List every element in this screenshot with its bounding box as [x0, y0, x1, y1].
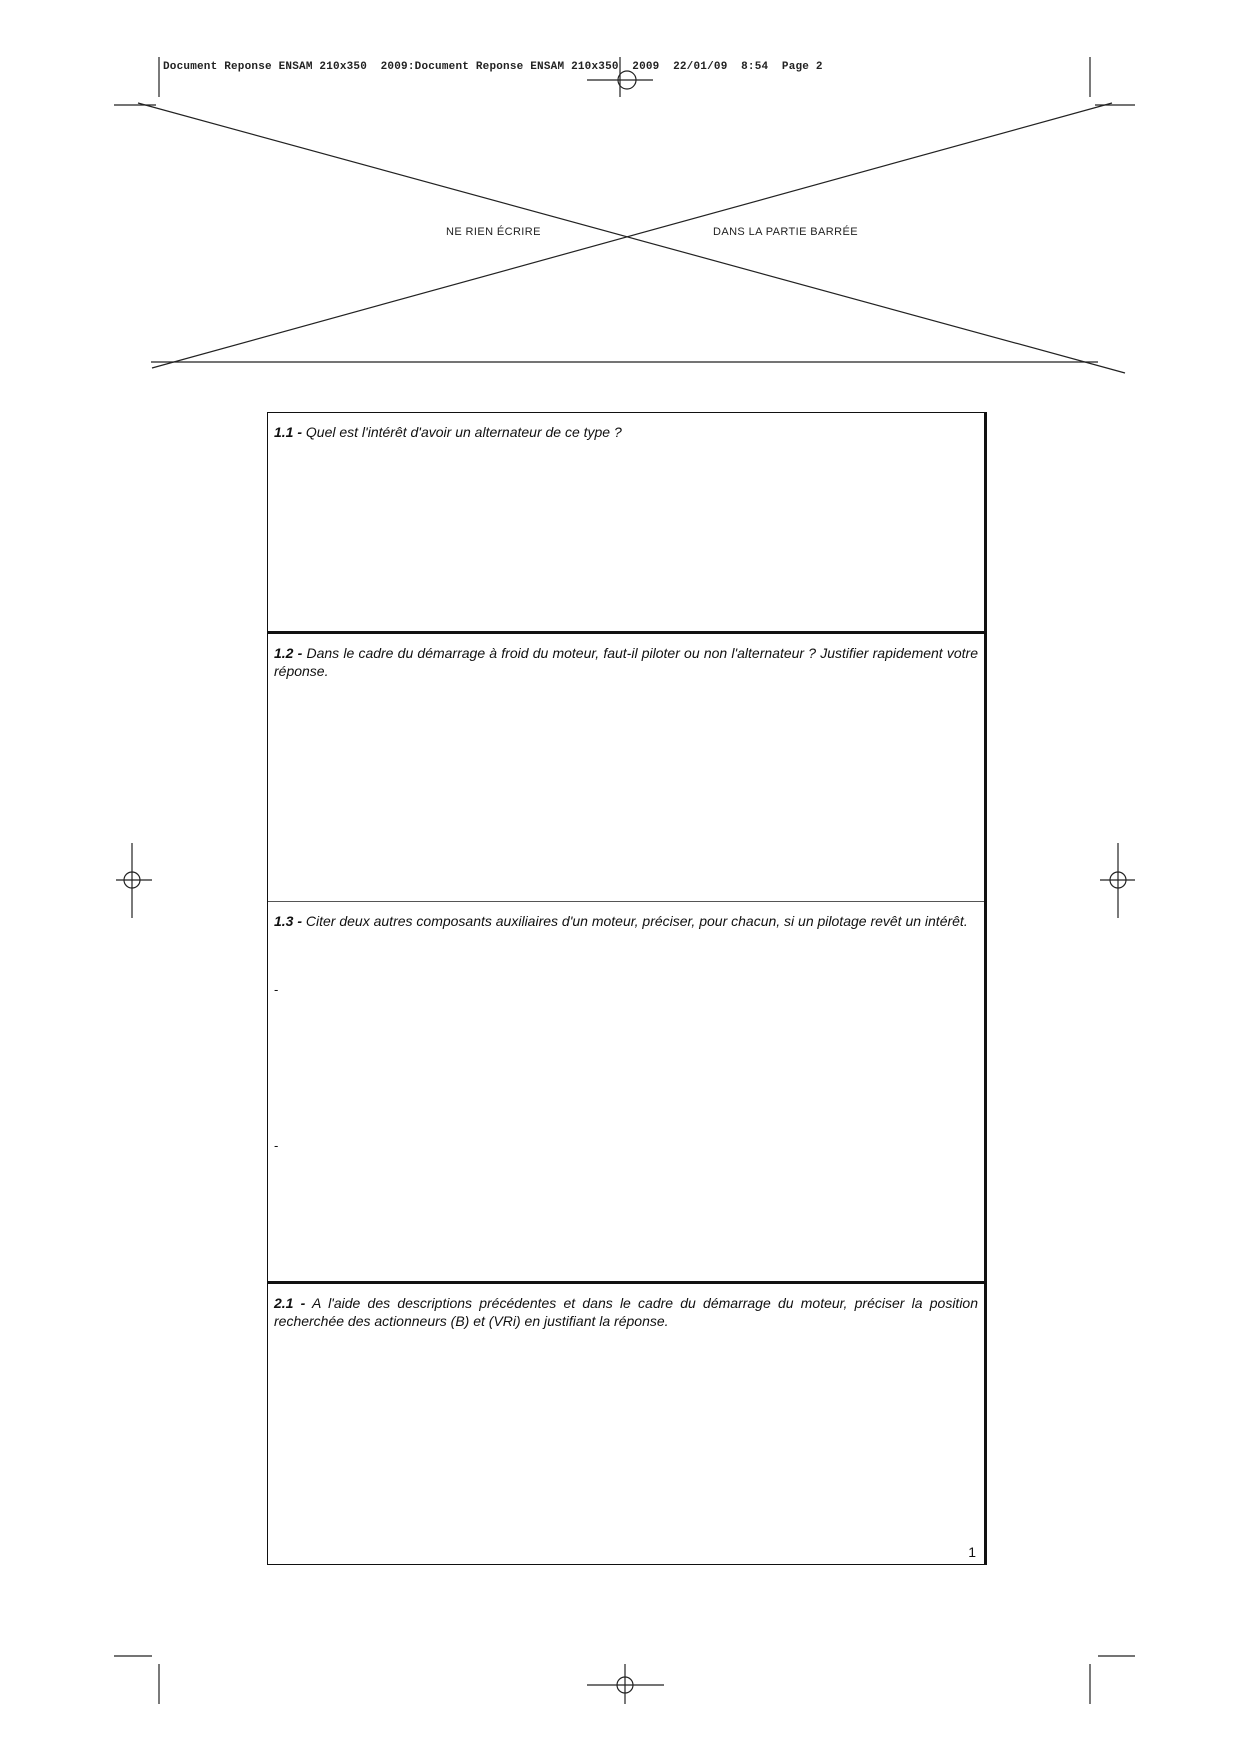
- question-2-1[interactable]: [268, 1281, 984, 1564]
- barred-area-label-left: NE RIEN ÉCRIRE: [446, 226, 541, 238]
- barred-area-label-right: DANS LA PARTIE BARRÉE: [713, 226, 858, 238]
- answer-frame: [267, 412, 987, 1565]
- question-number: 1.1 -: [274, 424, 303, 440]
- print-slug: Document Reponse ENSAM 210x350 2009:Document Reponse ENSAM 210x350 2009 22/01/09 8:54 Page 2: [163, 61, 823, 73]
- answer-bullet-2: -: [274, 1138, 279, 1153]
- question-text: Citer deux autres composants auxiliaires d'un moteur, préciser, pour chacun, si un pilotage revêt un intérêt.: [305, 913, 968, 929]
- page-number: 1: [968, 1544, 976, 1560]
- question-1-2[interactable]: [268, 631, 984, 901]
- question-1-3[interactable]: [268, 901, 984, 1281]
- registration-mark-bottom: [587, 1664, 664, 1704]
- question-number: 1.3 -: [274, 913, 303, 929]
- question-number: 2.1 -: [274, 1295, 306, 1311]
- question-1-1[interactable]: [268, 413, 984, 631]
- question-text: A l'aide des descriptions précédentes et dans le cadre du démarrage du moteur, préciser la position recherchée des actionneurs (B) et (VRi) en justifiant la réponse.: [274, 1295, 979, 1329]
- question-number: 1.2 -: [274, 645, 303, 661]
- cross-line-2: [152, 103, 1112, 368]
- question-text: Dans le cadre du démarrage à froid du moteur, faut-il piloter ou non l'alternateur ? Justifier rapidement votre réponse.: [274, 645, 978, 679]
- question-text: Quel est l'intérêt d'avoir un alternateur de ce type ?: [305, 424, 622, 440]
- registration-mark-right: [1100, 843, 1135, 918]
- cross-line-1: [138, 103, 1125, 373]
- registration-mark-left: [116, 843, 152, 918]
- answer-bullet-1: -: [274, 982, 279, 997]
